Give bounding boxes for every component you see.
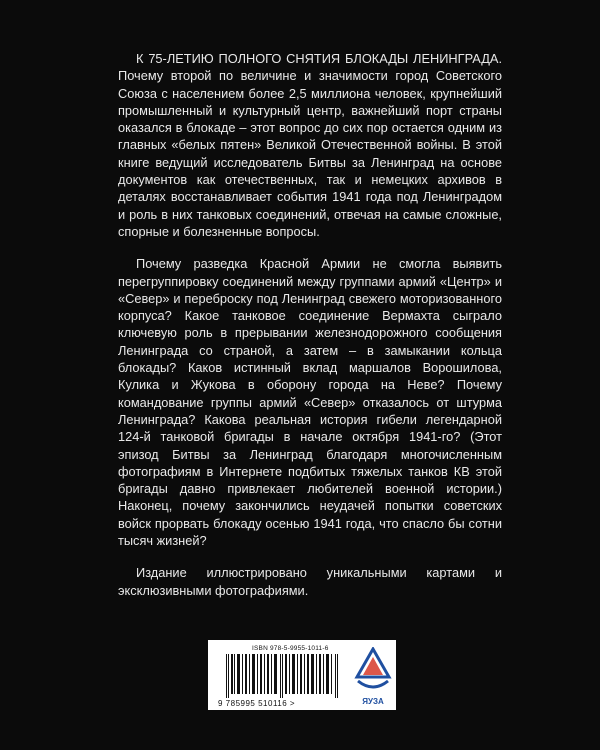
publisher-logo [354,647,392,705]
paragraph-illustrations: Издание иллюстрировано уникальными картами и эксклюзивными фотографиями. [118,565,502,598]
paragraph-intro: К 75-ЛЕТИЮ ПОЛНОГО СНЯТИЯ БЛОКАДЫ ЛЕНИНГРАДА. Почему второй по величине и значимости город Советского Союза с населением более 2,5 миллиона человек, крупнейший промышленный и культурный центр, важнейший порт страны оказался в блокаде – этот вопрос до сих пор остается одним из главных «белых пятен» Великой Отечественной войны. В этой книге ведущий исследователь Битвы за Ленинград на основе документов как отечественных, так и немецких архивов в деталях восстанавливает события 1941 года под Ленинградом и роль в них танковых соединений, отвечая на самые сложные, спорные и болезненные вопросы. [118,51,502,239]
paragraph-questions: Почему разведка Красной Армии не смогла выявить перегруппировку соединений между группами армий «Центр» и «Север» и переброску под Ленинград свежего моторизованного корпуса? Какое танковое соединение Вермахта сыграло ключевую роль в прерывании железнодорожного сообщения Ленинграда со страной, а затем – в замыкании кольца блокады? Каков истинный вклад маршалов Ворошилова, Кулика и Жукова в оборону города на Неве? Почему командование группы армий «Север» отказалось от штурма Ленинграда? Какова реальная история гибели легендарной 124-й танковой бригады в начале октября 1941-го? (Этот эпизод Битвы за Ленинград благодаря многочисленным фотографиям в Интернете подбитых тяжелых танков КВ этой бригады давно привлекает любителей военной истории.) Наконец, почему закончились неудачей попытки советских войск прорвать блокаду осенью 1941 года, что спасло бы сотни тысяч жизней? [118,256,502,549]
barcode-number: 9 785995 510116 > [218,699,296,708]
isbn-label: ISBN 978-5-9955-1011-6 [252,645,329,652]
publisher-logo-icon [354,647,392,697]
publisher-name: ЯУЗА [362,697,384,706]
barcode-box [208,640,396,710]
back-cover-text [118,50,502,599]
barcode-bars [224,654,344,698]
